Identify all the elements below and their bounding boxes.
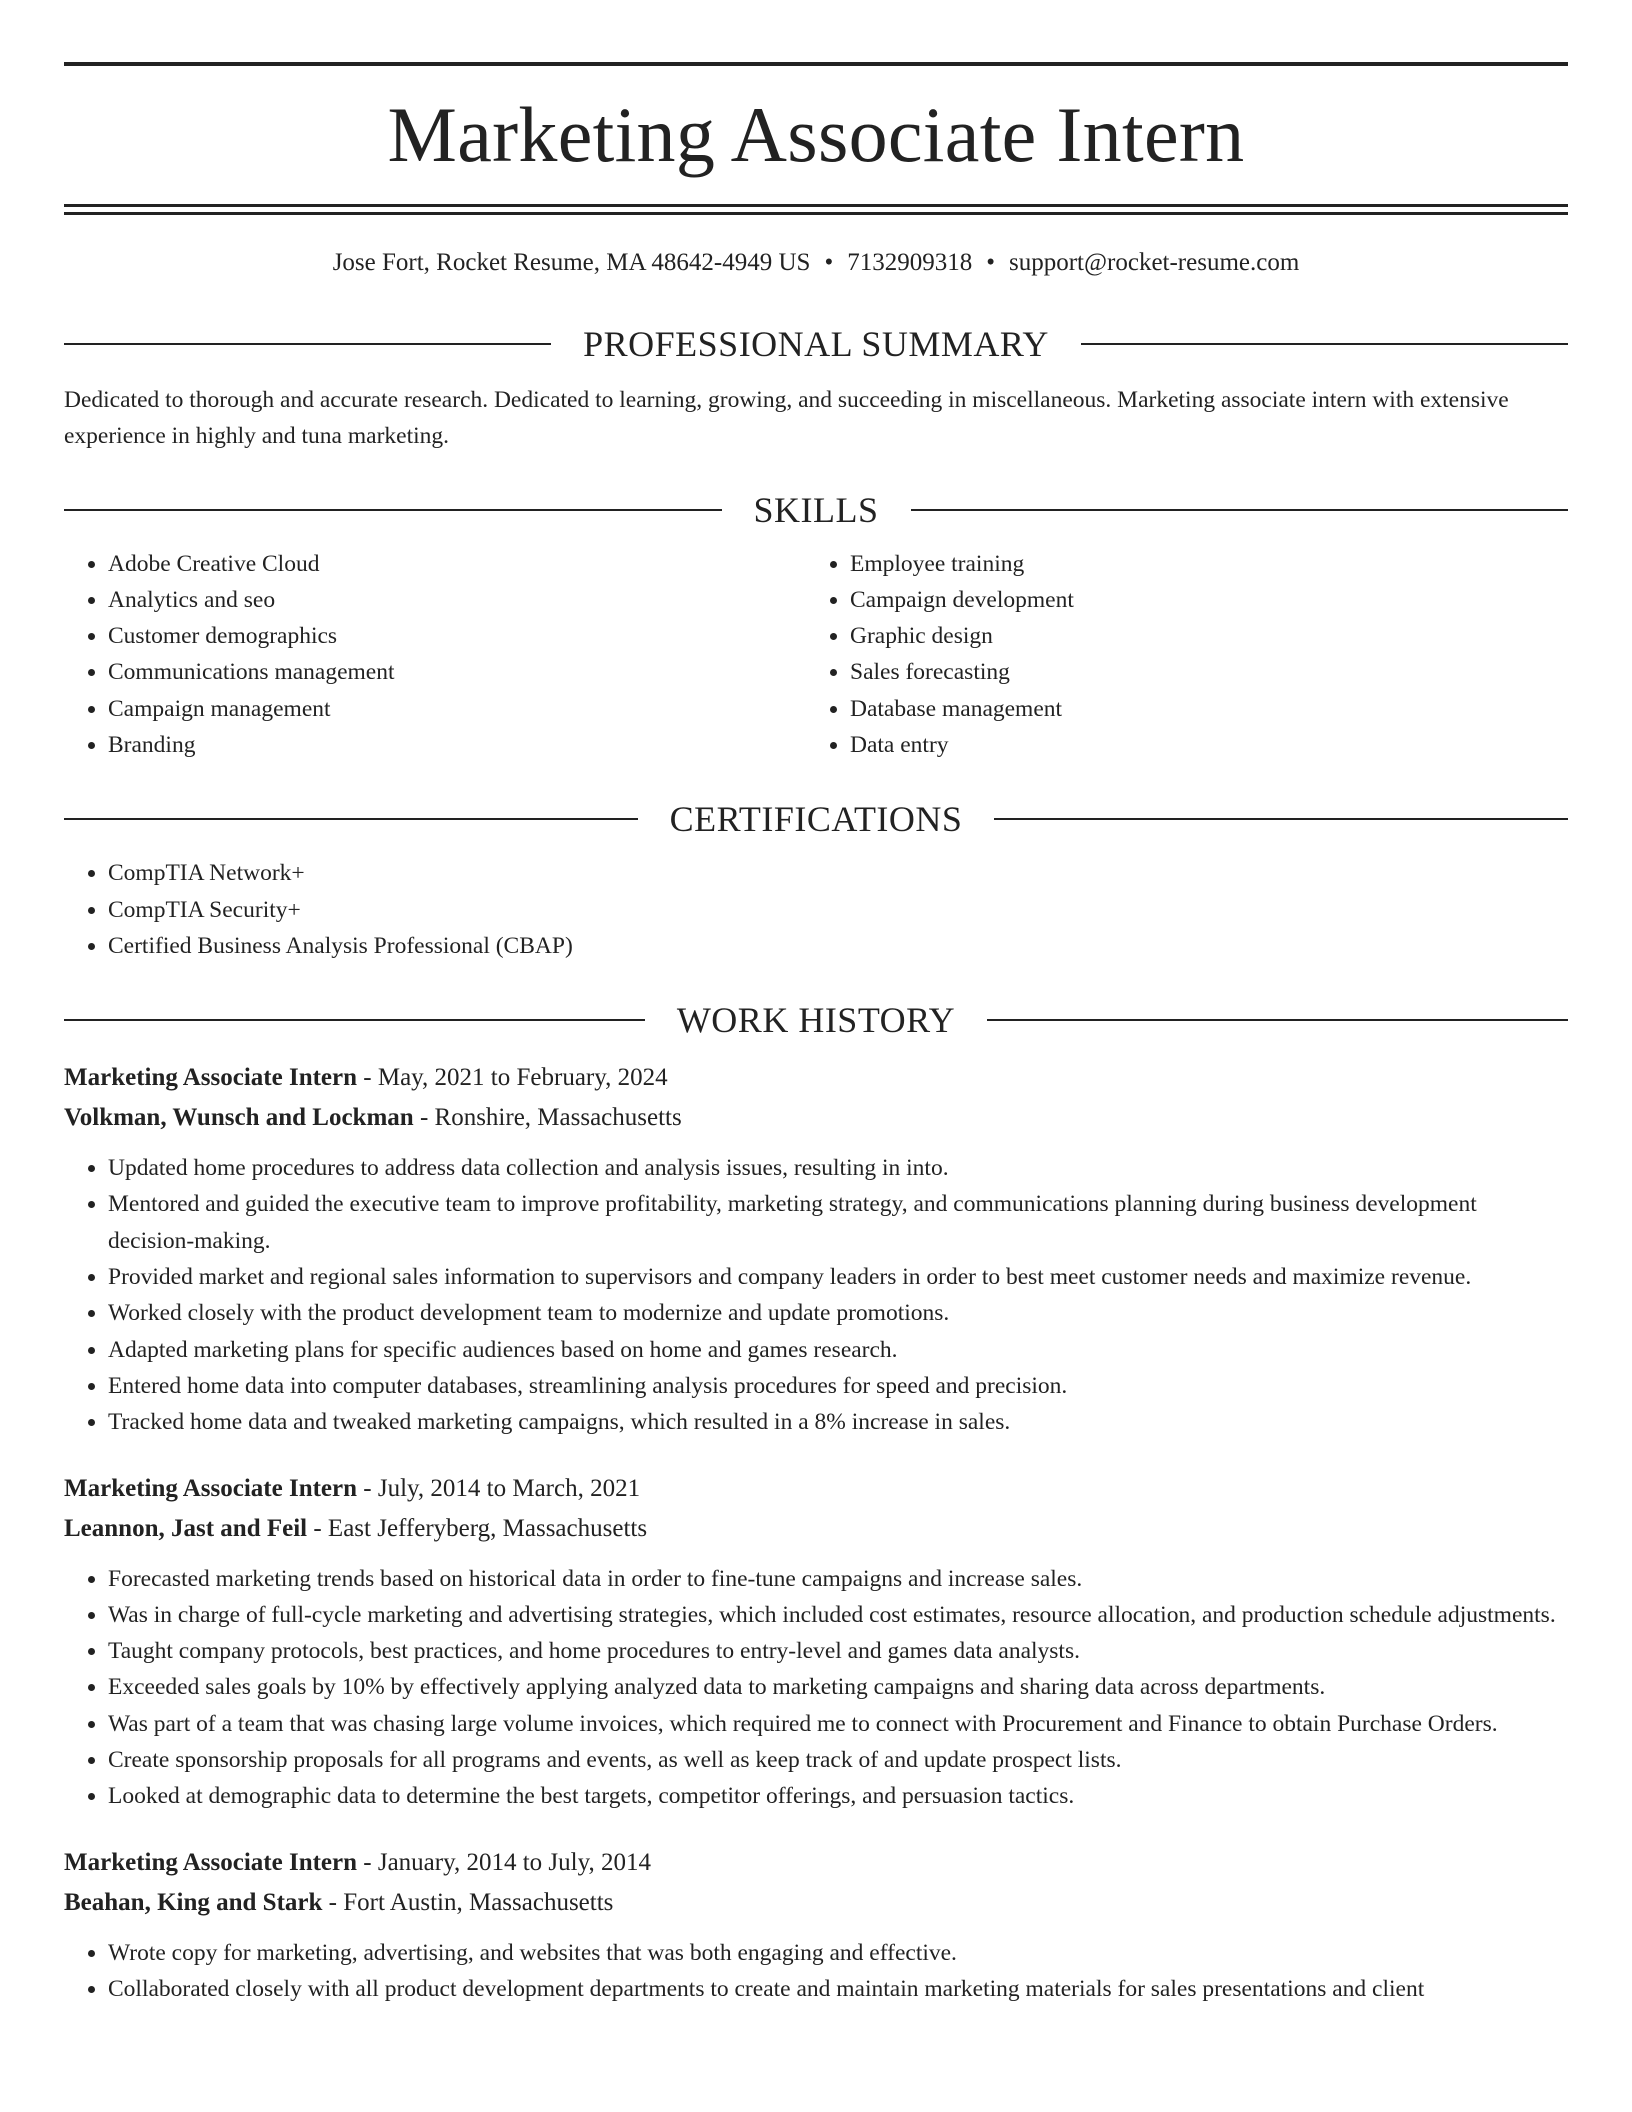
- job-dates: - January, 2014 to July, 2014: [357, 1848, 651, 1876]
- job-company: Leannon, Jast and Feil: [64, 1514, 308, 1542]
- contact-separator: •: [986, 249, 995, 276]
- contact-address: Jose Fort, Rocket Resume, MA 48642-4949 US: [332, 249, 811, 276]
- skills-section-header: [64, 489, 1568, 530]
- job-title-line: [64, 1058, 1568, 1098]
- skill-item: • Campaign management: [108, 691, 806, 727]
- skill-item: • Analytics and seo: [108, 582, 806, 618]
- certification-item: • Certified Business Analysis Professional (CBAP): [108, 928, 1568, 964]
- certification-item: • CompTIA Security+: [108, 892, 1568, 928]
- job-bullet: • Was part of a team that was chasing large volume invoices, which required me to connect with Procurement and Finance to obtain Purchase Orders.: [108, 1706, 1568, 1742]
- title-double-rule: [64, 204, 1568, 215]
- skill-item: • Data entry: [850, 727, 1548, 763]
- skills-list: [64, 546, 1568, 764]
- summary-section-header: [64, 323, 1568, 364]
- skill-item: • Branding: [108, 727, 806, 763]
- skill-item: • Sales forecasting: [850, 654, 1548, 690]
- job-company-line: [64, 1883, 1568, 1923]
- skill-item: • Campaign development: [850, 582, 1548, 618]
- job-bullet: • Was in charge of full-cycle marketing and advertising strategies, which included cost estimates, resource allocation, and production schedule adjustments.: [108, 1597, 1568, 1633]
- job-title: Marketing Associate Intern: [64, 1474, 358, 1502]
- job-bullet: • Create sponsorship proposals for all programs and events, as well as keep track of and update prospect lists.: [108, 1742, 1568, 1778]
- divider-line: [64, 509, 722, 511]
- job-bullet: • Adapted marketing plans for specific audiences based on home and games research.: [108, 1332, 1568, 1368]
- resume-title: Marketing Associate Intern: [387, 91, 1245, 178]
- divider-line: [1081, 343, 1568, 345]
- resume-page: [64, 0, 1568, 2007]
- divider-line: [911, 509, 1569, 511]
- job-location: - Ronshire, Massachusetts: [413, 1104, 682, 1132]
- job-bullet: • Exceeded sales goals by 10% by effectively applying analyzed data to marketing campaigns and sharing data across departments.: [108, 1669, 1568, 1705]
- job-title: Marketing Associate Intern: [64, 1064, 358, 1092]
- divider-line: [994, 818, 1568, 820]
- summary-heading: PROFESSIONAL SUMMARY: [583, 323, 1049, 364]
- summary-text: Dedicated to thorough and accurate research. Dedicated to learning, growing, and succeeding in miscellaneous. Marketing associate intern with extensive experience in highly and tuna marketing.: [64, 386, 1509, 449]
- skill-item: • Graphic design: [850, 618, 1548, 654]
- contact-email[interactable]: support@rocket-resume.com: [1009, 249, 1300, 276]
- job-title-line: [64, 1469, 1568, 1509]
- job-company-line: [64, 1509, 1568, 1549]
- skill-item: • Communications management: [108, 654, 806, 690]
- job-entry: [64, 1469, 1568, 1815]
- certification-item: • CompTIA Network+: [108, 855, 1568, 891]
- skills-column-left: [64, 546, 806, 764]
- skill-item: • Adobe Creative Cloud: [108, 546, 806, 582]
- job-bullet: • Worked closely with the product development team to modernize and update promotions.: [108, 1295, 1568, 1331]
- job-bullet: • Taught company protocols, best practices, and home procedures to entry-level and games data analysts.: [108, 1633, 1568, 1669]
- skill-item: • Employee training: [850, 546, 1548, 582]
- skill-item: • Database management: [850, 691, 1548, 727]
- contact-phone: 7132909318: [847, 249, 973, 276]
- job-location: - East Jefferyberg, Massachusetts: [307, 1514, 648, 1542]
- job-entry: [64, 1843, 1568, 2008]
- job-bullet: • Entered home data into computer databases, streamlining analysis procedures for speed and precision.: [108, 1368, 1568, 1404]
- certifications-section-header: [64, 799, 1568, 840]
- job-bullet: • Collaborated closely with all product development departments to create and maintain marketing materials for sales presentations and client: [108, 1971, 1568, 2007]
- job-company: Beahan, King and Stark: [64, 1888, 323, 1916]
- job-location: - Fort Austin, Massachusetts: [322, 1888, 614, 1916]
- job-bullet-list: [64, 1150, 1568, 1440]
- divider-line: [64, 343, 551, 345]
- job-bullet: • Tracked home data and tweaked marketing campaigns, which resulted in a 8% increase in sales.: [108, 1404, 1568, 1440]
- certifications-heading: CERTIFICATIONS: [669, 799, 963, 840]
- job-company-line: [64, 1098, 1568, 1138]
- job-bullet: • Provided market and regional sales information to supervisors and company leaders in order to best meet customer needs and maximize revenue.: [108, 1259, 1568, 1295]
- work-section-header: [64, 1000, 1568, 1041]
- divider-line: [64, 818, 638, 820]
- divider-line: [987, 1019, 1568, 1021]
- skills-heading: SKILLS: [753, 489, 879, 530]
- contact-line: [64, 247, 1568, 280]
- divider-line: [64, 1019, 645, 1021]
- job-bullet-list: [64, 1935, 1568, 2008]
- skill-item: • Customer demographics: [108, 618, 806, 654]
- job-dates: - July, 2014 to March, 2021: [357, 1474, 641, 1502]
- job-bullet: • Mentored and guided the executive team to improve profitability, marketing strategy, and communications planning during business development decision-making.: [108, 1186, 1568, 1259]
- job-bullet: • Looked at demographic data to determine the best targets, competitor offerings, and persuasion tactics.: [108, 1778, 1568, 1814]
- job-title: Marketing Associate Intern: [64, 1848, 358, 1876]
- job-company: Volkman, Wunsch and Lockman: [64, 1104, 414, 1132]
- job-title-line: [64, 1843, 1568, 1883]
- job-dates: - May, 2021 to February, 2024: [357, 1064, 668, 1092]
- skills-column-right: [806, 546, 1548, 764]
- job-entry: [64, 1058, 1568, 1440]
- job-bullet: • Forecasted marketing trends based on historical data in order to fine-tune campaigns and increase sales.: [108, 1561, 1568, 1597]
- certifications-list: [64, 855, 1568, 964]
- job-bullet-list: [64, 1561, 1568, 1815]
- job-bullet: • Wrote copy for marketing, advertising, and websites that was both engaging and effective.: [108, 1935, 1568, 1971]
- work-heading: WORK HISTORY: [676, 1000, 956, 1041]
- contact-separator: •: [824, 249, 834, 276]
- job-bullet: • Updated home procedures to address data collection and analysis issues, resulting in into.: [108, 1150, 1568, 1186]
